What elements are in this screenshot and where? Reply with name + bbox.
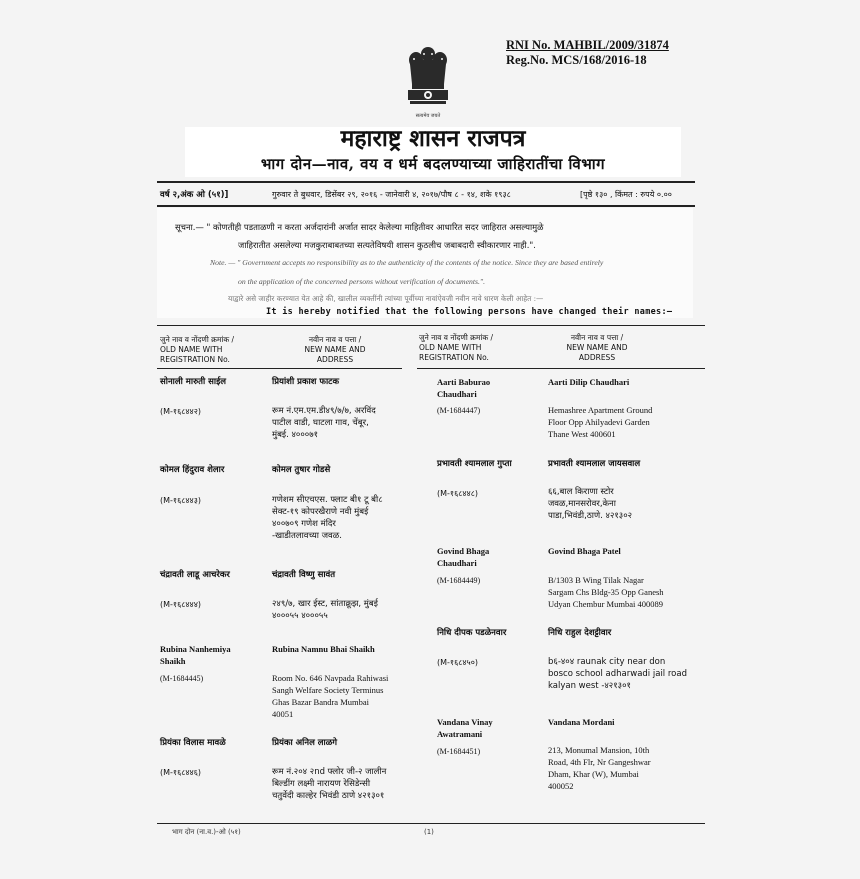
rni-number: RNI No. MAHBIL/2009/31874 (506, 38, 669, 52)
table-rule-bottom (157, 823, 705, 824)
registration-number: (M-१६८४४२) (160, 407, 201, 416)
registration-number: (M-१६८४४४) (160, 600, 201, 609)
new-address: ६६,बाल किराणा स्टोर जवळ,मानसरोवर,केना पाडा,भिवंडी,ठाणे. ४२१३०२ (548, 487, 633, 521)
masthead-rule-bottom (157, 205, 695, 207)
old-name: Govind Bhaga Chaudhari (437, 546, 490, 568)
registration-number: (M-1684447) (437, 406, 481, 415)
new-name: Vandana Mordani (548, 717, 615, 727)
new-address: Room No. 646 Navpada Rahiwasi Sangh Welfare Society Terminus Ghas Bazar Bandra Mumbai 40051 (272, 673, 389, 719)
registration-number: (M-1684445) (160, 674, 204, 683)
old-name: सोनाली मारुती साईल (160, 377, 227, 387)
new-name: Rubina Namnu Bhai Shaikh (272, 644, 375, 654)
issue-volume: वर्ष २,अंक ओ (५१)] (160, 190, 229, 200)
new-address: b६-४०४ raunak city near don bosco school adharwadi jail road kalyan west -४२१३०१ (548, 657, 687, 691)
registration-number: (M-१६८४५०) (437, 658, 478, 667)
notice-line-1: सूचना.— " कोणतीही पडताळणी न करता अर्जदारांनी अर्जात सादर केलेल्या माहितीवर आधारित सदर जाहिरात असल्यामुळे (175, 222, 544, 232)
registration-number: (M-१६८४४६) (160, 768, 201, 777)
new-address: Hemashree Apartment Ground Floor Opp Ahilyadevi Garden Thane West 400601 (548, 405, 653, 439)
header-new-left-text: नवीन नाव व पत्ता / NEW NAME AND ADDRESS (304, 335, 366, 364)
notice-line-6: It is hereby notified that the following persons have changed their names:— (266, 307, 673, 317)
old-name: चंद्रावती लाडू आचरेकर (160, 570, 230, 580)
header-old-right (419, 333, 493, 363)
new-name: प्रियंका अनिल लाळगे (272, 738, 338, 748)
masthead-rule-top (157, 181, 695, 183)
registration-number: (M-1684449) (437, 576, 481, 585)
old-name: Aarti Baburao Chaudhari (437, 377, 491, 399)
new-name: निधि राहुल देशट्टीवार (548, 628, 612, 638)
new-address: B/1303 B Wing Tilak Nagar Sargam Chs Bldg-35 Opp Ganesh Udyan Chembur Mumbai 400089 (548, 575, 664, 609)
table-rule-header-left (157, 368, 402, 369)
national-emblem-icon (400, 44, 456, 124)
footer-part-label: भाग दोन (ना.व.)-ओ (५१) (172, 828, 241, 836)
header-new-right-text: नवीन नाव व पत्ता / NEW NAME AND ADDRESS (566, 333, 628, 362)
footer-page-number: (1) (424, 828, 434, 836)
new-name: प्रियांशी प्रकाश फाटक (272, 377, 339, 387)
old-name: निधि दीपक पडळेनवार (437, 628, 507, 638)
new-address: २४९/७, खार ईस्ट, सांताक्रूझ, मुंबई ४०००५५ ४०००५५ (272, 599, 378, 621)
header-new-right (552, 333, 642, 363)
table-rule-header-right (417, 368, 705, 369)
old-name: प्रभावती श्यामलाल गुप्ता (437, 459, 512, 469)
old-name: Rubina Nanhemiya Shaikh (160, 644, 231, 666)
header-old-left (160, 335, 234, 365)
old-name: Vandana Vinay Awatramani (437, 717, 493, 739)
table-rule-top (157, 325, 705, 326)
new-address: गणेशम सीएचएस. फ्लाट बी१ टू बी८ सेक्ट-१९ कोपरखैराणे नवी मुंबई ४००७०९ गणेश मंदिर -खाडीतलावच्या जवळ. (272, 495, 383, 541)
notice-line-5: याद्वारे असे जाहीर करण्यात येत आहे की, खालील व्यक्तींनी त्यांच्या पूर्वीच्या नावांऐवजी नवीन नावे धारण केली आहेत :— (228, 294, 544, 303)
new-name: कोमल तुषार गोडसे (272, 465, 331, 475)
header-new-left (290, 335, 380, 365)
new-address: 213, Monumal Mansion, 10th Road, 4th Flr, Nr Gangeshwar Dham, Khar (W), Mumbai 400052 (548, 745, 651, 791)
notice-line-2: जाहिरातीत असलेल्या मजकुराबाबतच्या सत्यतेविषयी शासन कुठलीच जबाबदारी स्वीकारणार नाही.". (238, 240, 536, 250)
registration-number: (M-1684451) (437, 747, 481, 756)
reg-number: Reg.No. MCS/168/2016-18 (506, 53, 647, 67)
notice-line-4: on the application of the concerned persons without verification of documents.". (238, 277, 486, 286)
registration-number: (M-१६८४४८) (437, 489, 478, 498)
issue-pages: [पृष्ठे १३० , किंमत : रुपये ०.०० (580, 190, 672, 199)
new-name: Govind Bhaga Patel (548, 546, 621, 556)
new-name: चंद्रावती विष्णु सावंत (272, 570, 336, 580)
notice-line-3: Note. — " Government accepts no responsibility as to the authenticity of the contents of the notice. Since they are based entirely (210, 258, 604, 267)
new-name: प्रभावती श्यामलाल जायसवाल (548, 459, 641, 469)
registration-number: (M-१६८४४३) (160, 496, 201, 505)
old-name: प्रियंका विलास मावळे (160, 738, 226, 748)
gazette-title: महाराष्ट्र शासन राजपत्र (340, 125, 526, 152)
registration-block (506, 38, 669, 68)
new-address: रूम नं.एम.एम.डी४९/७/७, अरविंद पाटील वाडी, घाटला गाव, चेंबूर, मुंबई. ४०००७१ (272, 406, 376, 440)
issue-date: गुरुवार ते बुधवार, डिसेंबर २९, २०१६ - जानेवारी ४, २०१७/पौष ८ - १४, शके १९३८ (272, 190, 511, 199)
old-name: कोमल हिंदुराव शेलार (160, 465, 225, 475)
gazette-subtitle: भाग दोन—नाव, वय व धर्म बदलण्याच्या जाहिरातींचा विभाग (260, 155, 606, 173)
header-old-left-text: जुने नाव व नोंदणी क्रमांक / OLD NAME WITH REGISTRATION No. (160, 335, 235, 364)
header-old-right-text: जुने नाव व नोंदणी क्रमांक / OLD NAME WITH REGISTRATION No. (419, 333, 494, 362)
emblem-caption: सत्यमेव जयते (415, 113, 441, 119)
new-address: रूम नं.२०४ २nd फ्लोर जी-२ जालीन बिल्डींग लक्ष्मी नारायण रेसिडेन्सी चतुर्वेदी काल्हेर भिवंडी ठाणे ४२१३०१ (272, 767, 387, 801)
new-name: Aarti Dilip Chaudhari (548, 377, 630, 387)
